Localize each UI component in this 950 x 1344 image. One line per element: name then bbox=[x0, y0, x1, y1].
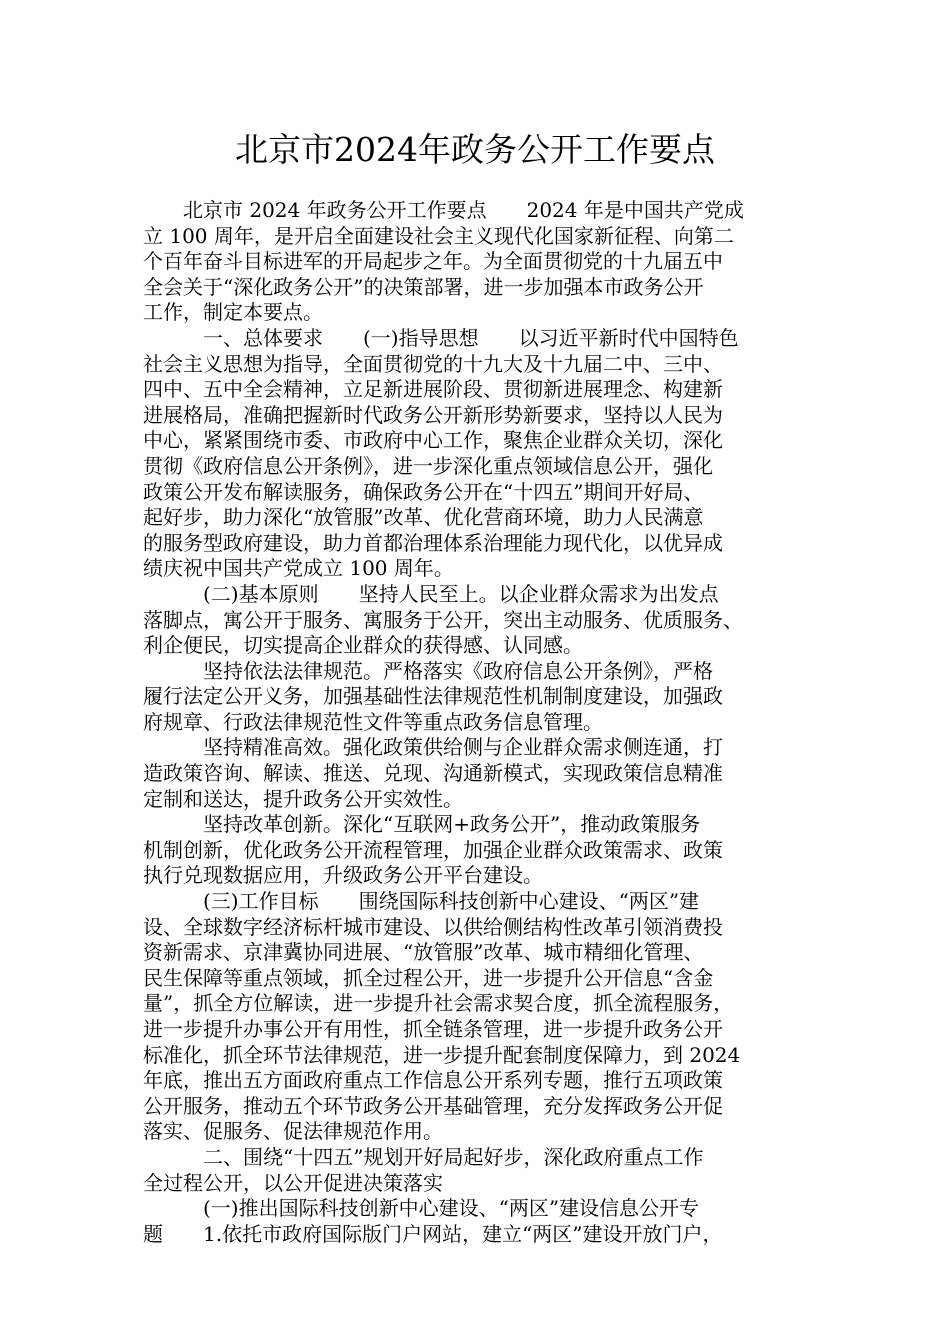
body-line: 府规章、行政法律规范性文件等重点政务信息管理。 bbox=[143, 709, 603, 734]
body-line: 坚持改革创新。深化“互联网+政务公开”，推动政策服务 bbox=[143, 812, 701, 837]
body-line: 造政策咨询、解读、推送、兑现、沟通新模式，实现政策信息精准 bbox=[143, 761, 723, 786]
body-line: 起好步，助力深化“放管服”改革、优化营商环境，助力人民满意 bbox=[143, 505, 704, 530]
body-line: 履行法定公开义务，加强基础性法律规范性机制制度建设，加强政 bbox=[143, 684, 723, 709]
body-line: (三)工作目标 围绕国际科技创新中心建设、“两区”建 bbox=[143, 889, 700, 914]
body-line: 题 1.依托市政府国际版门户网站，建立“两区”建设开放门户， bbox=[143, 1221, 723, 1246]
body-line: 公开服务，推动五个环节政务公开基础管理，充分发挥政务公开促 bbox=[143, 1093, 723, 1118]
body-line: 个百年奋斗目标进军的开局起步之年。为全面贯彻党的十九届五中 bbox=[143, 249, 723, 274]
body-line: 机制创新，优化政务公开流程管理，加强企业群众政策需求、政策 bbox=[143, 837, 723, 862]
body-line: 一、总体要求 (一)指导思想 以习近平新时代中国特色 bbox=[143, 325, 739, 350]
body-line: 进一步提升办事公开有用性，抓全链条管理，进一步提升政务公开 bbox=[143, 1017, 723, 1041]
document-body bbox=[143, 198, 811, 1247]
body-line: 立 100 周年，是开启全面建设社会主义现代化国家新征程、向第二 bbox=[143, 223, 734, 248]
body-line: 政策公开发布解读服务，确保政务公开在“十四五”期间开好局、 bbox=[143, 479, 704, 504]
body-line: 中心，紧紧围绕市委、市政府中心工作，聚焦企业群众关切，深化 bbox=[143, 428, 723, 453]
body-line: 定制和送达，提升政务公开实效性。 bbox=[143, 786, 463, 811]
body-line: 全过程公开，以公开促进决策落实 bbox=[143, 1170, 443, 1195]
body-line: 四中、五中全会精神，立足新进展阶段、贯彻新进展理念、构建新 bbox=[143, 377, 723, 402]
body-line: 的服务型政府建设，助力首都治理体系治理能力现代化，以优异成 bbox=[143, 530, 723, 555]
body-line: 执行兑现数据应用，升级政务公开平台建设。 bbox=[143, 863, 543, 888]
body-line: 落脚点，寓公开于服务、寓服务于公开，突出主动服务、优质服务、 bbox=[143, 607, 743, 632]
body-line: 年底，推出五方面政府重点工作信息公开系列专题，推行五项政策 bbox=[143, 1068, 723, 1093]
body-line: 利企便民，切实提高企业群众的获得感、认同感。 bbox=[143, 633, 583, 658]
body-line: 二、围绕“十四五”规划开好局起好步，深化政府重点工作 bbox=[143, 1144, 704, 1169]
body-line: 设、全球数字经济标杆城市建设、以供给侧结构性改革引领消费投 bbox=[143, 914, 723, 939]
body-line: 量”，抓全方位解读，进一步提升社会需求契合度，抓全流程服务， bbox=[143, 991, 734, 1016]
body-line: 社会主义思想为指导，全面贯彻党的十九大及十九届二中、三中、 bbox=[143, 351, 723, 376]
body-line: 坚持精准高效。强化政策供给侧与企业群众需求侧连通，打 bbox=[143, 735, 723, 760]
body-line: 资新需求、京津冀协同进展、“放管服”改革、城市精细化管理、 bbox=[143, 940, 704, 965]
body-line: 绩庆祝中国共产党成立 100 周年。 bbox=[143, 556, 454, 581]
body-line: 全会关于“深化政务公开”的决策部署，进一步加强本市政务公开 bbox=[143, 274, 704, 299]
body-line: 标准化，抓全环节法律规范，进一步提升配套制度保障力，到 2024 bbox=[143, 1042, 741, 1067]
body-line: 进展格局，准确把握新时代政务公开新形势新要求，坚持以人民为 bbox=[143, 402, 723, 427]
body-line: 坚持依法法律规范。严格落实《政府信息公开条例》，严格 bbox=[143, 658, 713, 683]
body-line: (二)基本原则 坚持人民至上。以企业群众需求为出发点 bbox=[143, 581, 719, 606]
body-line: 落实、促服务、促法律规范作用。 bbox=[143, 1119, 443, 1144]
document-title: 北京市2024年政务公开工作要点 bbox=[235, 130, 715, 169]
body-line: 贯彻《政府信息公开条例》，进一步深化重点领域信息公开，强化 bbox=[143, 453, 713, 478]
body-line: 工作，制定本要点。 bbox=[143, 300, 323, 325]
body-line: (一)推出国际科技创新中心建设、“两区”建设信息公开专 bbox=[143, 1196, 700, 1221]
body-line: 民生保障等重点领域，抓全过程公开，进一步提升公开信息“含金 bbox=[143, 965, 714, 990]
body-line: 北京市 2024 年政务公开工作要点 2024 年是中国共产党成 bbox=[143, 198, 744, 222]
